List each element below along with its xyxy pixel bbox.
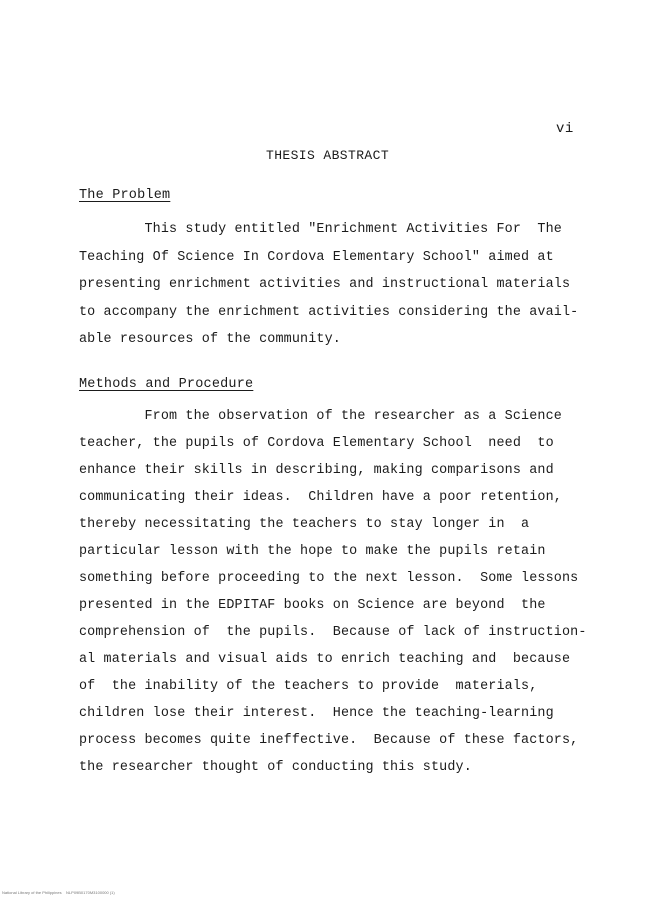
paragraph-line: This study entitled "Enrichment Activities For The (79, 222, 562, 237)
paragraph-line: of the inability of the teachers to provide materials, (79, 679, 538, 694)
paragraph-line: Teaching Of Science In Cordova Elementary School" aimed at (79, 250, 554, 265)
page-number: vi (556, 121, 574, 137)
paragraph-line: thereby necessitating the teachers to stay longer in a (79, 517, 530, 532)
paragraph-line: From the observation of the researcher as a Science (79, 409, 562, 424)
paragraph-line: al materials and visual aids to enrich teaching and because (79, 652, 571, 667)
section-heading-problem: The Problem (79, 188, 171, 203)
scan-footer-note: National Library of the Philippines NLP09B0170M3100000 (1) (2, 890, 115, 895)
paragraph-line: children lose their interest. Hence the teaching-learning (79, 706, 554, 721)
paragraph-line: process becomes quite ineffective. Because of these factors, (79, 733, 579, 748)
paragraph-line: to accompany the enrichment activities considering the avail- (79, 305, 579, 320)
paragraph-line: presented in the EDPITAF books on Science are beyond the (79, 598, 546, 613)
paragraph-line: able resources of the community. (79, 332, 341, 347)
paragraph-line: particular lesson with the hope to make the pupils retain (79, 544, 546, 559)
section-heading-methods: Methods and Procedure (79, 377, 254, 392)
paragraph-line: enhance their skills in describing, making comparisons and (79, 463, 554, 478)
page-title: THESIS ABSTRACT (266, 148, 390, 163)
paragraph-line: presenting enrichment activities and instructional materials (79, 277, 571, 292)
paragraph-line: communicating their ideas. Children have a poor retention, (79, 490, 562, 505)
paragraph-line: teacher, the pupils of Cordova Elementary School need to (79, 436, 554, 451)
paragraph-line: the researcher thought of conducting this study. (79, 760, 472, 775)
paragraph-line: something before proceeding to the next lesson. Some lessons (79, 571, 579, 586)
paragraph-line: comprehension of the pupils. Because of lack of instruction- (79, 625, 587, 640)
